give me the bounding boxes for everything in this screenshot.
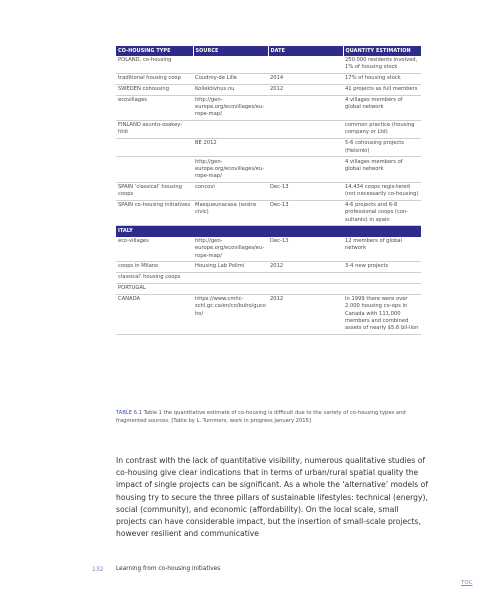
- table-row: [116, 84, 421, 95]
- cell-quantity: 3-4 new projects: [343, 262, 421, 273]
- cell-source: [193, 56, 268, 74]
- cell-date: 2012: [268, 84, 343, 95]
- cell-date: [268, 120, 343, 138]
- table-caption: [116, 409, 422, 425]
- housing-table-container: [116, 46, 421, 335]
- cell-date: Dec-13: [268, 182, 343, 200]
- cell-source: http://gen-europe.org/ecovillages/eu-rope-map/: [193, 157, 268, 182]
- cell-quantity: 41 projects as full members: [343, 84, 421, 95]
- caption-text: Table 1 the quantitative estimate of co-housing is difficult due to the variety of co-housing types and fragmented sources. [Table by L. Tummers, work in progress January 2015]: [116, 410, 406, 424]
- cell-quantity: [343, 273, 421, 284]
- cell-type: SPAIN ‘classical’ housing coops: [116, 182, 193, 200]
- caption-label: TABLE 6.1: [116, 410, 142, 416]
- table-row: [116, 182, 421, 200]
- table-row: [116, 157, 421, 182]
- table-row: [116, 200, 421, 225]
- cell-source: http://gen-europe.org/ecovillages/eu-rope-map/: [193, 237, 268, 262]
- table-row: [116, 56, 421, 74]
- cell-type: eco-villages: [116, 237, 193, 262]
- cell-date: [268, 157, 343, 182]
- cell-source: https://www.cmhc-schl.gc.ca/en/co/buho/gucoho/: [193, 294, 268, 334]
- cell-quantity: 17% of housing stock: [343, 73, 421, 84]
- cell-source: http://gen-europe.org/ecovillages/eu-rope-map/: [193, 95, 268, 120]
- cell-date: 2012: [268, 294, 343, 334]
- table-row: [116, 294, 421, 334]
- table-row: [116, 120, 421, 138]
- cell-quantity: [343, 283, 421, 294]
- cell-type: FINLAND asunto-osakey-htiö: [116, 120, 193, 138]
- cell-date: [268, 283, 343, 294]
- table-header-row: [116, 46, 421, 56]
- cell-quantity: [343, 226, 421, 237]
- cell-source: BE 2012: [193, 139, 268, 157]
- table-row: [116, 237, 421, 262]
- cell-type: SPAIN co-housing initiatives: [116, 200, 193, 225]
- cell-date: 2014: [268, 73, 343, 84]
- cell-date: [268, 139, 343, 157]
- cell-source: [193, 120, 268, 138]
- cell-source: Housing Lab Polimi: [193, 262, 268, 273]
- table-row: [116, 95, 421, 120]
- cell-type: ecovillages: [116, 95, 193, 120]
- toc-link[interactable]: TOC: [461, 580, 473, 586]
- cell-source: [193, 283, 268, 294]
- table-row: [116, 262, 421, 273]
- cell-type: CANADA: [116, 294, 193, 334]
- cell-date: [268, 95, 343, 120]
- page-number: 132: [92, 566, 104, 573]
- cell-date: Dec-13: [268, 237, 343, 262]
- cell-quantity: 4 villages members of global network: [343, 95, 421, 120]
- cell-type: SWEDEN cohousing: [116, 84, 193, 95]
- table-row: [116, 139, 421, 157]
- cell-type: classical’ housing coops: [116, 273, 193, 284]
- cell-type: POLAND, co-housing: [116, 56, 193, 74]
- cell-date: 2012: [268, 262, 343, 273]
- table-section-row-italy: [116, 226, 421, 237]
- cell-source: Coudroy-de Lille: [193, 73, 268, 84]
- table-row: [116, 283, 421, 294]
- table-row: [116, 73, 421, 84]
- cell-source: [193, 273, 268, 284]
- cell-quantity: 250.000 residents involved, 1% of housing stock: [343, 56, 421, 74]
- header-quantity-estimation: QUANTITY ESTIMATION: [343, 46, 421, 56]
- cell-quantity: 4 villages members of global network: [343, 157, 421, 182]
- cell-source: [193, 226, 268, 237]
- table-row: [116, 273, 421, 284]
- body-paragraph: In contrast with the lack of quantitative visibility, numerous qualitative studies of co-housing give clear indications that in terms of urban/rural spatial quality the impact of single projects can be significant. As a whole the ‘alternative’ models of housing try to secure the three pillars of sustainable lifestyles: technical (energy), social (community), and economic (affordability). On the local scale, small projects can have considerable impact, but the insertion of small-scale projects, however resilient and communicative: [116, 456, 428, 539]
- cell-quantity: In 1999 there were over 2,000 housing co-ops in Canada with 111,000 members and combined assets of nearly $5.6 bil-lion: [343, 294, 421, 334]
- header-date: DATE: [268, 46, 343, 56]
- cell-type: [116, 139, 193, 157]
- cell-source: concovi: [193, 182, 268, 200]
- section-label: ITALY: [116, 226, 193, 237]
- cell-quantity: 12 members of global network: [343, 237, 421, 262]
- cell-date: [268, 273, 343, 284]
- header-cohousing-type: CO-HOUSING TYPE: [116, 46, 193, 56]
- housing-quantity-table: [116, 46, 421, 335]
- cell-date: Dec-13: [268, 200, 343, 225]
- cell-quantity: common practice (housing company or Ltd): [343, 120, 421, 138]
- cell-source: Kollektivhus.nu: [193, 84, 268, 95]
- cell-date: [268, 56, 343, 74]
- cell-source: Masqueunacasa (sostre civic): [193, 200, 268, 225]
- cell-quantity: 4-6 projects and 6-8 professional coops (con-sultants) in spain: [343, 200, 421, 225]
- cell-type: traditional housing coop: [116, 73, 193, 84]
- cell-type: PORTUGAL: [116, 283, 193, 294]
- running-footer-title: Learning from co-housing initiatives: [116, 566, 221, 572]
- cell-quantity: 14.434 coops regis-tered (not necessarily co-housing): [343, 182, 421, 200]
- cell-type: coops in Milano: [116, 262, 193, 273]
- cell-date: [268, 226, 343, 237]
- header-source: SOURCE: [193, 46, 268, 56]
- cell-type: [116, 157, 193, 182]
- cell-quantity: 5-6 cohousing projects (Helsinki): [343, 139, 421, 157]
